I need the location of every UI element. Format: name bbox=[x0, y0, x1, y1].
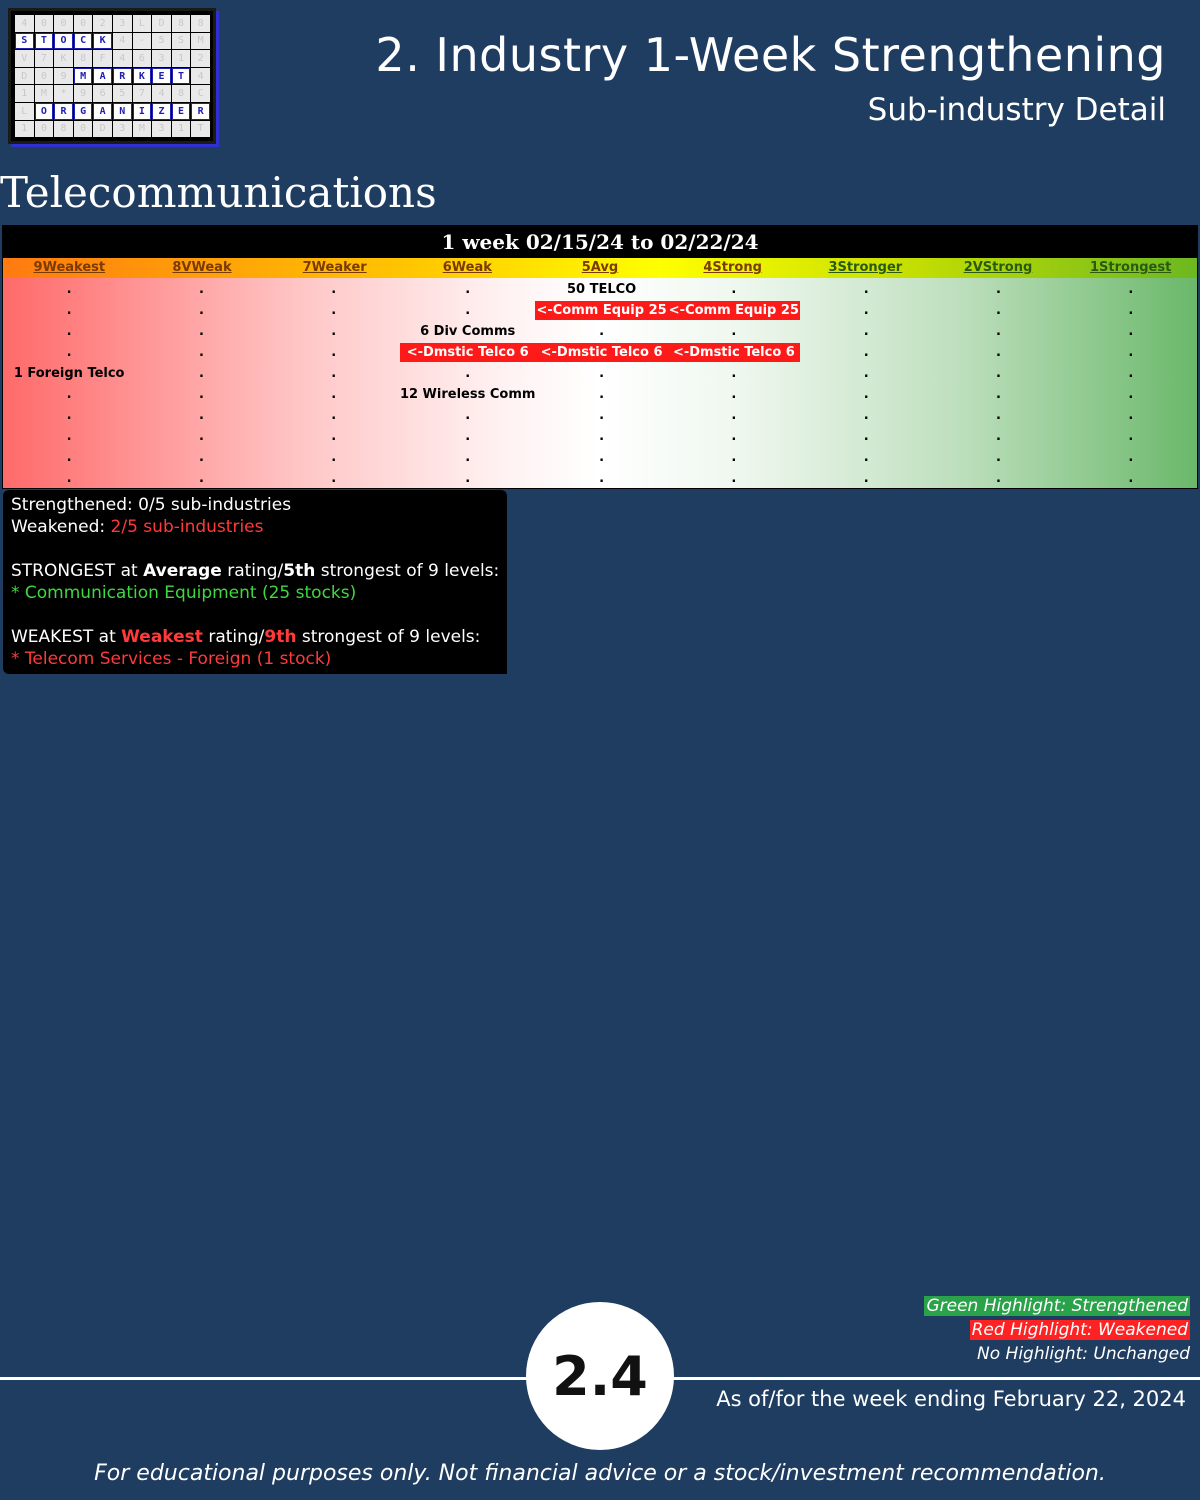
table-cell: . bbox=[731, 324, 737, 339]
table-cell: . bbox=[198, 345, 204, 360]
table-cell: . bbox=[996, 303, 1001, 318]
table-cell: . bbox=[66, 471, 72, 486]
table-cell: . bbox=[1128, 450, 1134, 465]
table-cell: . bbox=[1128, 345, 1134, 360]
logo-cell: - bbox=[133, 33, 152, 50]
logo-cell: 6 bbox=[93, 85, 112, 102]
weakened-summary: Weakened: 2/5 sub-industries bbox=[11, 517, 264, 537]
table-cell: . bbox=[996, 408, 1001, 423]
page-subtitle: Sub-industry Detail bbox=[867, 92, 1166, 128]
table-cell: . bbox=[1128, 408, 1134, 423]
logo-cell: L bbox=[133, 15, 152, 32]
legend-red: Red Highlight: Weakened bbox=[971, 1320, 1188, 1340]
weakest-summary: WEAKEST at Weakest rating/9th strongest of 9 levels: bbox=[11, 627, 481, 647]
table-cell: . bbox=[996, 471, 1001, 486]
logo-cell: O bbox=[54, 33, 73, 50]
table-cell: . bbox=[863, 366, 869, 381]
logo-cell: 3 bbox=[152, 50, 171, 67]
logo-cell: 1 bbox=[15, 121, 34, 138]
level-header: 8VWeak bbox=[172, 260, 232, 275]
logo-cell: 1 bbox=[15, 85, 34, 102]
table-cell: . bbox=[731, 471, 737, 486]
table-cell: . bbox=[198, 450, 204, 465]
logo-cell: E bbox=[172, 103, 191, 120]
strengthened-summary: Strengthened: 0/5 sub-industries bbox=[11, 495, 292, 515]
table-cell: . bbox=[863, 450, 869, 465]
table-cell: . bbox=[331, 429, 337, 444]
logo-cell: D bbox=[93, 121, 112, 138]
logo-cell: 4 bbox=[113, 50, 132, 67]
table-cell: . bbox=[599, 429, 605, 444]
level-header: 4Strong bbox=[703, 260, 762, 275]
logo-cell: E bbox=[152, 68, 171, 85]
table-cell: . bbox=[1128, 303, 1134, 318]
table-cell: . bbox=[198, 429, 204, 444]
logo-cell: 2 bbox=[93, 15, 112, 32]
table-cell: . bbox=[66, 324, 72, 339]
table-cell: . bbox=[331, 303, 337, 318]
logo-cell: L bbox=[15, 103, 34, 120]
table-cell: . bbox=[198, 387, 204, 402]
table-cell: . bbox=[198, 324, 204, 339]
table-cell: . bbox=[731, 408, 737, 423]
level-header-row bbox=[3, 258, 1197, 278]
table-cell: . bbox=[731, 282, 737, 297]
logo-cell: 0 bbox=[74, 15, 93, 32]
table-cell: . bbox=[863, 303, 869, 318]
logo-cell: 7 bbox=[133, 85, 152, 102]
table-cell: <-Dmstic Telco 6 bbox=[668, 343, 800, 362]
logo-cell: C bbox=[74, 33, 93, 50]
stock-market-organizer-logo bbox=[8, 8, 216, 144]
logo-cell: 0 bbox=[35, 121, 54, 138]
logo-cell: A bbox=[93, 68, 112, 85]
logo-cell: 8 bbox=[54, 121, 73, 138]
table-cell: . bbox=[1128, 471, 1134, 486]
strengthened-value: 0/5 sub-industries bbox=[138, 495, 292, 515]
level-header: 2VStrong bbox=[963, 260, 1033, 275]
table-cell: . bbox=[863, 324, 869, 339]
logo-grid bbox=[15, 15, 209, 137]
table-cell: . bbox=[1128, 282, 1134, 297]
table-cell: . bbox=[996, 282, 1001, 297]
table-cell: . bbox=[198, 408, 204, 423]
table-cell: . bbox=[66, 345, 72, 360]
logo-cell: 0 bbox=[35, 68, 54, 85]
table-cell: 12 Wireless Comm bbox=[399, 387, 536, 402]
table-cell: . bbox=[331, 366, 337, 381]
logo-cell: T bbox=[191, 121, 210, 138]
table-cell: . bbox=[331, 408, 337, 423]
logo-cell: 0 bbox=[35, 15, 54, 32]
table-cell: . bbox=[863, 408, 869, 423]
logo-cell: 4 bbox=[113, 33, 132, 50]
logo-cell: 8 bbox=[172, 15, 191, 32]
table-cell: . bbox=[731, 450, 737, 465]
logo-cell: 7 bbox=[35, 50, 54, 67]
table-cell: . bbox=[1128, 429, 1134, 444]
table-body bbox=[3, 278, 1197, 489]
legend-green: Green Highlight: Strengthened bbox=[926, 1296, 1188, 1316]
table-cell: 1 Foreign Telco bbox=[13, 366, 125, 381]
highlight-legend bbox=[924, 1296, 1190, 1368]
logo-cell: R bbox=[191, 103, 210, 120]
table-cell: <-Dmstic Telco 6 bbox=[535, 343, 667, 362]
logo-cell: D bbox=[15, 68, 34, 85]
table-cell: . bbox=[863, 387, 869, 402]
logo-cell: 4 bbox=[152, 85, 171, 102]
logo-cell: C bbox=[191, 85, 210, 102]
table-cell: . bbox=[465, 471, 471, 486]
logo-cell: S bbox=[15, 33, 34, 50]
table-cell: . bbox=[599, 408, 605, 423]
table-cell: . bbox=[996, 429, 1001, 444]
table-cell: . bbox=[465, 408, 471, 423]
summary-panel bbox=[3, 490, 507, 674]
logo-cell: 1 bbox=[172, 121, 191, 138]
logo-cell: 3 bbox=[152, 121, 171, 138]
legend-none: No Highlight: Unchanged bbox=[977, 1344, 1190, 1364]
weakened-value: 2/5 sub-industries bbox=[110, 517, 264, 537]
table-cell: . bbox=[66, 429, 72, 444]
table-cell: . bbox=[465, 282, 471, 297]
logo-cell: 3 bbox=[113, 121, 132, 138]
table-cell: . bbox=[331, 282, 337, 297]
table-cell: <-Comm Equip 25 bbox=[668, 303, 799, 318]
table-cell: . bbox=[996, 450, 1001, 465]
logo-cell: Z bbox=[152, 103, 171, 120]
logo-cell: M bbox=[133, 121, 152, 138]
logo-cell: T bbox=[35, 33, 54, 50]
logo-cell: G bbox=[74, 103, 93, 120]
logo-cell: K bbox=[133, 68, 152, 85]
table-cell: . bbox=[863, 429, 869, 444]
table-cell: . bbox=[1128, 324, 1134, 339]
table-cell: 50 TELCO bbox=[566, 282, 637, 297]
logo-cell: 8 bbox=[172, 85, 191, 102]
table-cell: . bbox=[465, 366, 471, 381]
table-cell: . bbox=[66, 387, 72, 402]
logo-cell: I bbox=[133, 103, 152, 120]
logo-cell: 5 bbox=[113, 85, 132, 102]
table-cell: . bbox=[863, 282, 869, 297]
logo-cell: * bbox=[54, 85, 73, 102]
table-cell: . bbox=[198, 366, 204, 381]
table-cell: . bbox=[599, 471, 605, 486]
disclaimer: For educational purposes only. Not financial advice or a stock/investment recommendation. bbox=[94, 1461, 1106, 1486]
logo-cell: 0 bbox=[54, 15, 73, 32]
table-period-header: 1 week 02/15/24 to 02/22/24 bbox=[3, 226, 1197, 258]
strongest-item: * Communication Equipment (25 stocks) bbox=[11, 583, 357, 603]
logo-cell: T bbox=[172, 68, 191, 85]
table-cell: <-Dmstic Telco 6 bbox=[400, 343, 535, 362]
table-cell: . bbox=[731, 429, 737, 444]
logo-cell: 2 bbox=[191, 50, 210, 67]
level-header: 5Avg bbox=[581, 260, 619, 275]
page-title: 2. Industry 1-Week Strengthening bbox=[375, 28, 1166, 82]
level-header: 6Weak bbox=[442, 260, 492, 275]
table-cell: . bbox=[331, 387, 337, 402]
table-cell: . bbox=[599, 450, 605, 465]
table-cell: . bbox=[198, 303, 204, 318]
logo-cell: R bbox=[113, 68, 132, 85]
level-header: 9Weakest bbox=[33, 260, 106, 275]
table-cell: . bbox=[465, 429, 471, 444]
table-cell: . bbox=[731, 366, 737, 381]
table-cell: . bbox=[996, 345, 1001, 360]
table-cell: . bbox=[66, 303, 72, 318]
table-cell: . bbox=[731, 387, 737, 402]
table-cell: . bbox=[1128, 366, 1134, 381]
logo-cell: F bbox=[93, 50, 112, 67]
table-cell: . bbox=[996, 366, 1001, 381]
logo-cell: 9 bbox=[54, 68, 73, 85]
logo-cell: 4 bbox=[191, 68, 210, 85]
level-header: 3Stronger bbox=[828, 260, 903, 275]
logo-cell: M bbox=[35, 85, 54, 102]
strongest-summary: STRONGEST at Average rating/5th strongest of 9 levels: bbox=[11, 561, 500, 581]
logo-cell: O bbox=[35, 103, 54, 120]
level-header: 1Strongest bbox=[1090, 260, 1172, 275]
logo-cell: 8 bbox=[191, 15, 210, 32]
change-summary-box bbox=[3, 490, 507, 674]
logo-cell: V bbox=[15, 50, 34, 67]
logo-cell: 8 bbox=[74, 50, 93, 67]
table-cell: . bbox=[331, 324, 337, 339]
logo-cell: 5 bbox=[152, 33, 171, 50]
logo-cell: 6 bbox=[133, 50, 152, 67]
logo-cell: 0 bbox=[74, 121, 93, 138]
logo-cell: 9 bbox=[74, 85, 93, 102]
table-cell: . bbox=[599, 324, 605, 339]
table-cell: . bbox=[863, 345, 869, 360]
table-cell: . bbox=[996, 324, 1001, 339]
weakest-item: * Telecom Services - Foreign (1 stock) bbox=[11, 649, 332, 669]
logo-cell: 3 bbox=[113, 15, 132, 32]
table-cell: . bbox=[331, 450, 337, 465]
table-cell: . bbox=[863, 471, 869, 486]
table-cell: . bbox=[465, 303, 471, 318]
logo-cell: D bbox=[152, 15, 171, 32]
logo-cell: N bbox=[113, 103, 132, 120]
table-cell: . bbox=[66, 282, 72, 297]
table-cell: . bbox=[66, 408, 72, 423]
table-cell: . bbox=[198, 282, 204, 297]
logo-cell: A bbox=[93, 103, 112, 120]
table-cell: . bbox=[66, 450, 72, 465]
logo-cell: 4 bbox=[15, 15, 34, 32]
as-of-date: As of/for the week ending February 22, 2024 bbox=[716, 1387, 1186, 1411]
table-cell: <-Comm Equip 25 bbox=[536, 303, 667, 318]
table-cell: 6 Div Comms bbox=[420, 324, 516, 339]
level-header: 7Weaker bbox=[302, 260, 367, 275]
logo-cell: S bbox=[172, 33, 191, 50]
table-cell: . bbox=[331, 345, 337, 360]
logo-cell: M bbox=[191, 33, 210, 50]
logo-cell: 1 bbox=[172, 50, 191, 67]
table-cell: . bbox=[331, 471, 337, 486]
table-cell: . bbox=[198, 471, 204, 486]
strength-table bbox=[2, 225, 1198, 489]
logo-cell: K bbox=[54, 50, 73, 67]
logo-cell: K bbox=[93, 33, 112, 50]
table-cell: . bbox=[996, 387, 1001, 402]
table-cell: . bbox=[465, 450, 471, 465]
table-cell: . bbox=[599, 366, 605, 381]
section-badge: 2.4 bbox=[526, 1302, 674, 1450]
table-cell: . bbox=[1128, 387, 1134, 402]
table-cell: . bbox=[599, 387, 605, 402]
logo-cell: R bbox=[54, 103, 73, 120]
industry-name: Telecommunications bbox=[0, 168, 437, 217]
logo-cell: M bbox=[74, 68, 93, 85]
